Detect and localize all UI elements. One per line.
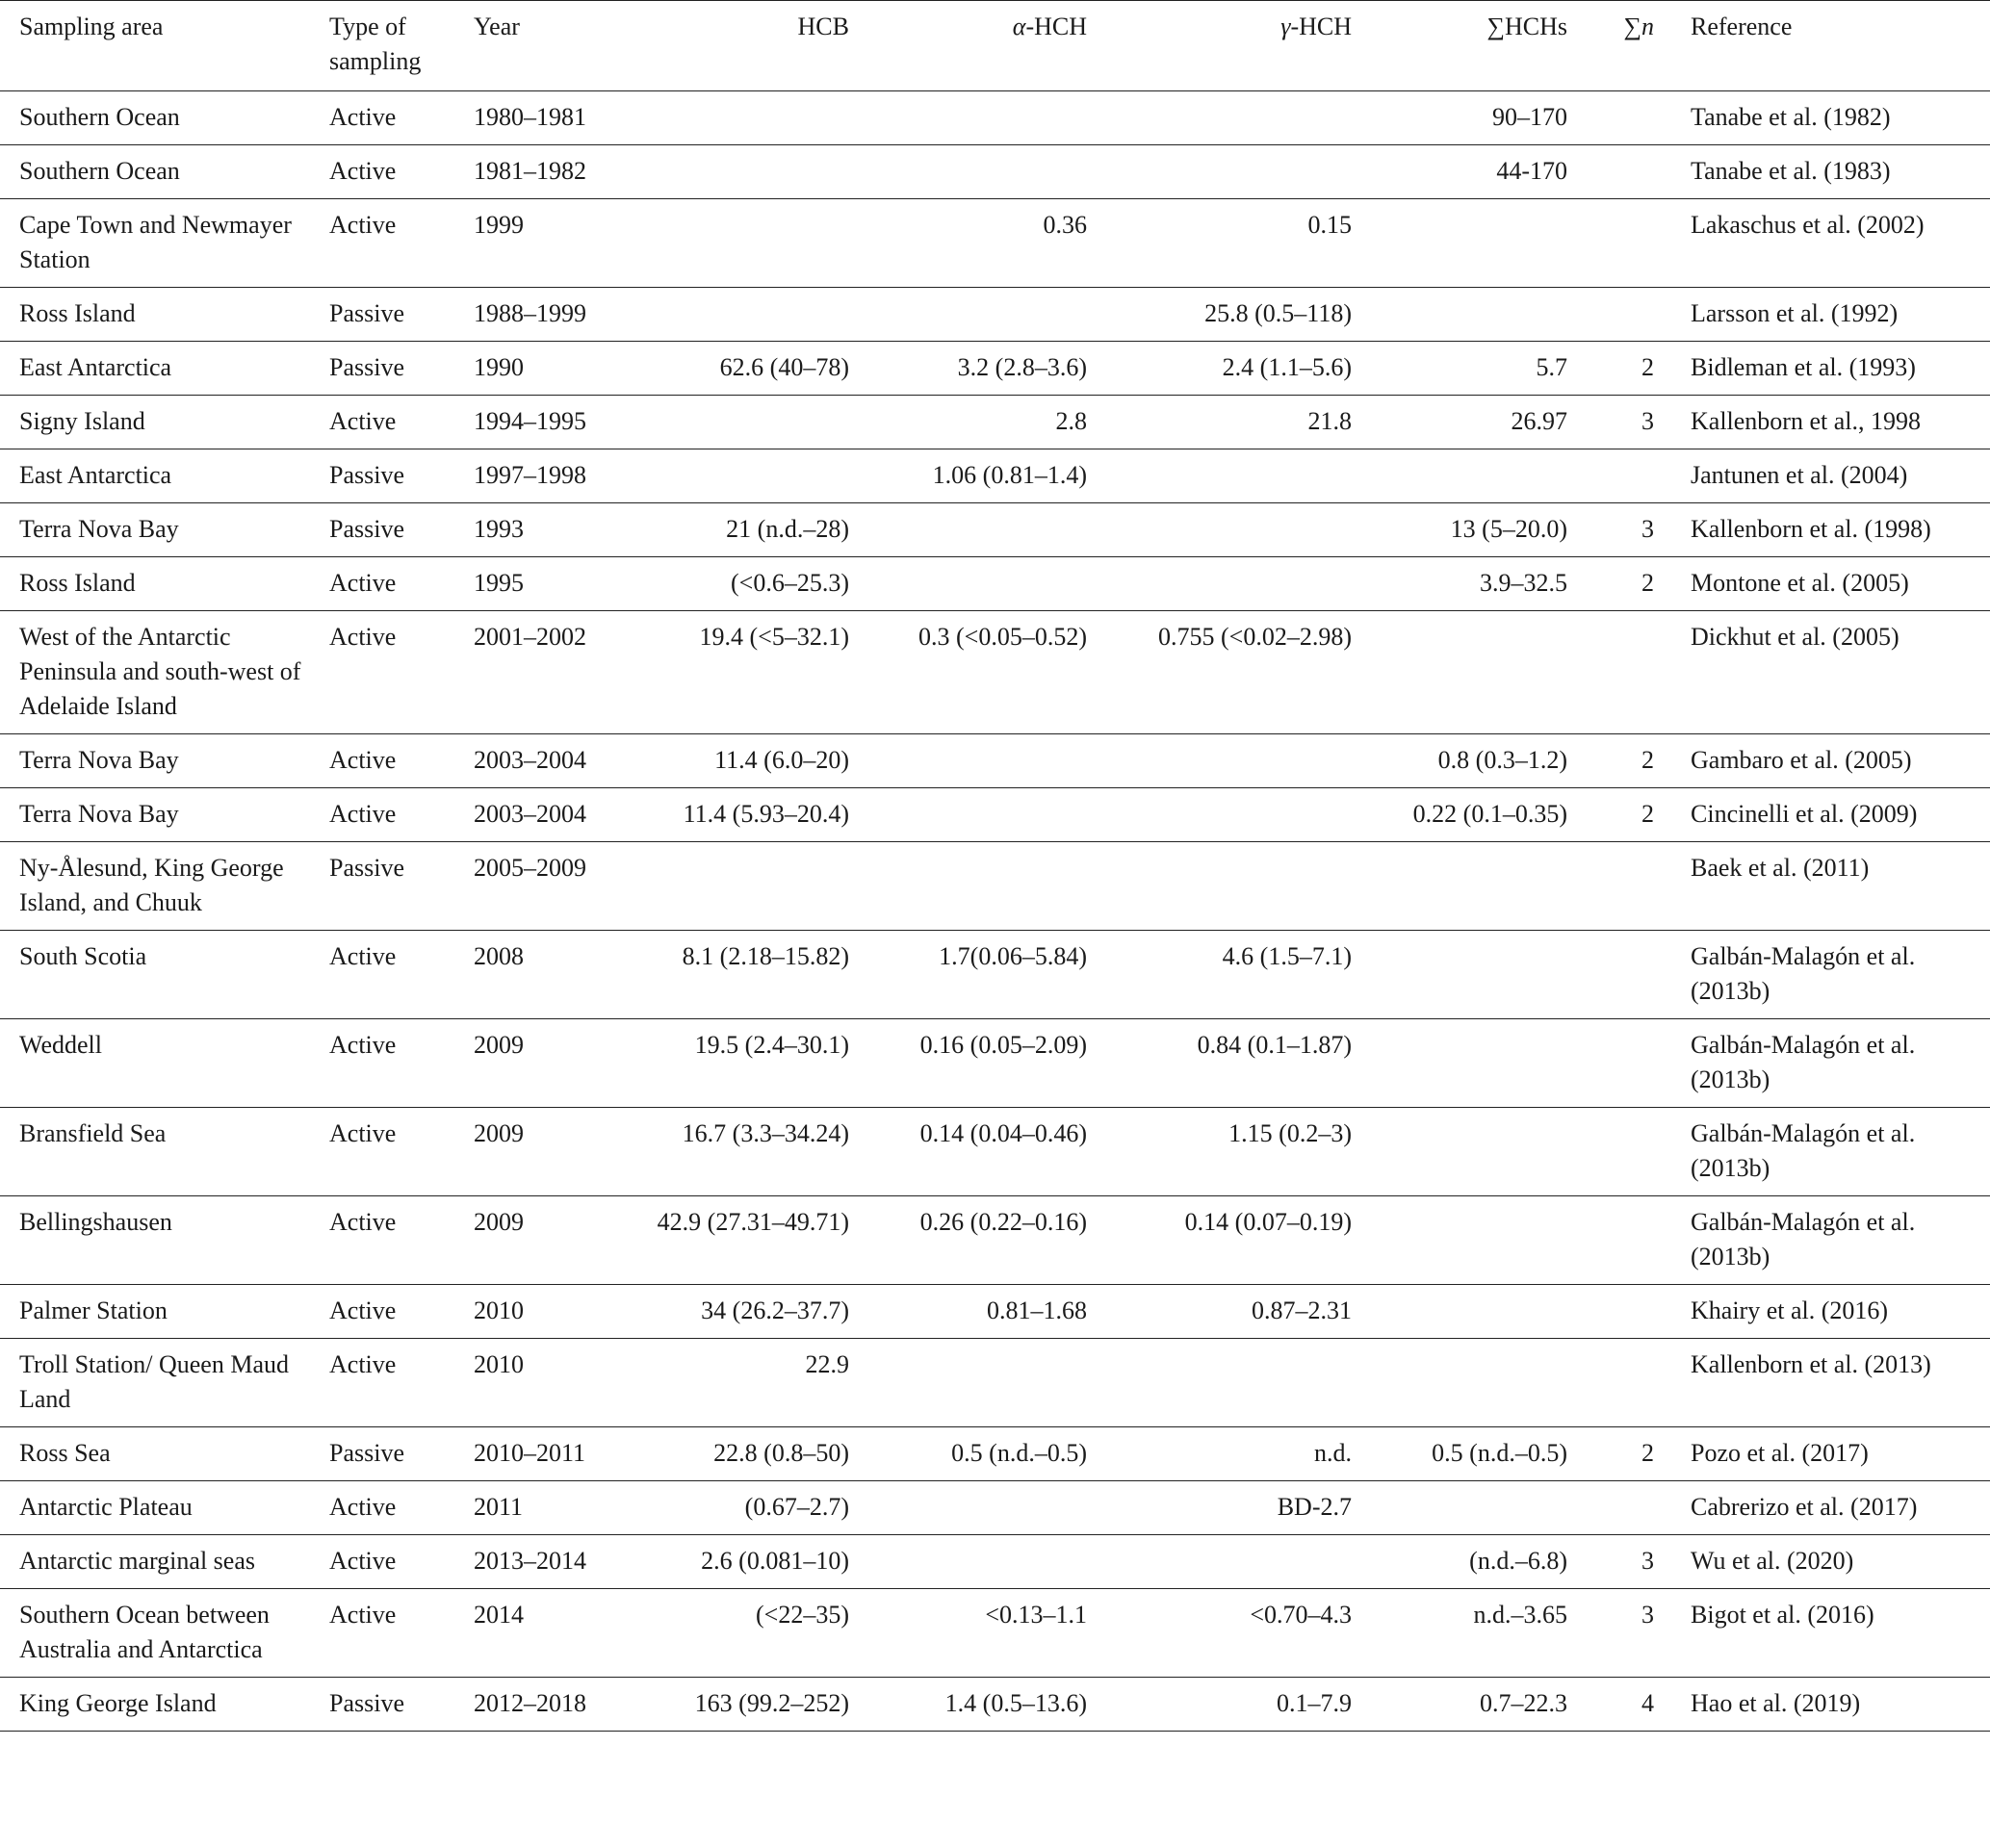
cell-hcb <box>599 288 859 342</box>
table-row <box>0 91 1990 145</box>
table-row <box>0 557 1990 611</box>
cell-gamma-hch: 21.8 <box>1097 396 1361 449</box>
cell-sum-n: 3 <box>1577 1589 1671 1678</box>
cell-alpha-hch <box>859 1535 1097 1589</box>
table-row <box>0 1019 1990 1108</box>
cell-sampling-area: Terra Nova Bay <box>0 503 320 557</box>
cell-sum-n: 2 <box>1577 342 1671 396</box>
cell-type-of-sampling: Active <box>320 734 464 788</box>
cell-sampling-area: West of the Antarctic Peninsula and south-west of Adelaide Island <box>0 611 320 734</box>
cell-reference: Hao et al. (2019) <box>1671 1678 1990 1732</box>
cell-reference: Tanabe et al. (1982) <box>1671 91 1990 145</box>
cell-alpha-hch: 0.5 (n.d.–0.5) <box>859 1427 1097 1481</box>
cell-type-of-sampling: Active <box>320 199 464 288</box>
cell-type-of-sampling: Active <box>320 931 464 1019</box>
cell-gamma-hch: BD-2.7 <box>1097 1481 1361 1535</box>
cell-hcb: 16.7 (3.3–34.24) <box>599 1108 859 1196</box>
cell-sampling-area: Palmer Station <box>0 1285 320 1339</box>
cell-sum-n <box>1577 1108 1671 1196</box>
cell-type-of-sampling: Active <box>320 557 464 611</box>
cell-sampling-area: Southern Ocean <box>0 145 320 199</box>
cell-alpha-hch <box>859 1481 1097 1535</box>
cell-year: 1981–1982 <box>464 145 599 199</box>
cell-alpha-hch: 1.7(0.06–5.84) <box>859 931 1097 1019</box>
cell-year: 2010 <box>464 1285 599 1339</box>
cell-sampling-area: South Scotia <box>0 931 320 1019</box>
cell-reference: Wu et al. (2020) <box>1671 1535 1990 1589</box>
cell-gamma-hch: 0.87–2.31 <box>1097 1285 1361 1339</box>
table-row <box>0 1589 1990 1678</box>
cell-reference: Galbán-Malagón et al. (2013b) <box>1671 1108 1990 1196</box>
cell-alpha-hch: 1.06 (0.81–1.4) <box>859 449 1097 503</box>
cell-hcb: (0.67–2.7) <box>599 1481 859 1535</box>
cell-year: 2003–2004 <box>464 734 599 788</box>
cell-year: 2013–2014 <box>464 1535 599 1589</box>
cell-gamma-hch: 1.15 (0.2–3) <box>1097 1108 1361 1196</box>
cell-gamma-hch: 0.84 (0.1–1.87) <box>1097 1019 1361 1108</box>
cell-alpha-hch: <0.13–1.1 <box>859 1589 1097 1678</box>
cell-hcb: 19.4 (<5–32.1) <box>599 611 859 734</box>
cell-sum-n <box>1577 145 1671 199</box>
cell-sum-hchs <box>1361 1108 1577 1196</box>
cell-gamma-hch: 25.8 (0.5–118) <box>1097 288 1361 342</box>
header-alpha-hch <box>859 1 1097 91</box>
cell-hcb: 42.9 (27.31–49.71) <box>599 1196 859 1285</box>
cell-sum-hchs: 5.7 <box>1361 342 1577 396</box>
cell-sampling-area: King George Island <box>0 1678 320 1732</box>
cell-gamma-hch: 0.14 (0.07–0.19) <box>1097 1196 1361 1285</box>
cell-sum-hchs: 26.97 <box>1361 396 1577 449</box>
table-row <box>0 1535 1990 1589</box>
header-sum-n <box>1577 1 1671 91</box>
cell-sum-hchs <box>1361 842 1577 931</box>
cell-sampling-area: East Antarctica <box>0 449 320 503</box>
cell-reference: Kallenborn et al. (2013) <box>1671 1339 1990 1427</box>
cell-type-of-sampling: Active <box>320 1339 464 1427</box>
cell-reference: Khairy et al. (2016) <box>1671 1285 1990 1339</box>
cell-hcb: 8.1 (2.18–15.82) <box>599 931 859 1019</box>
cell-reference: Lakaschus et al. (2002) <box>1671 199 1990 288</box>
cell-hcb <box>599 145 859 199</box>
sum-n-symbol: ∑ <box>1623 13 1641 40</box>
cell-sum-n <box>1577 1285 1671 1339</box>
cell-reference: Tanabe et al. (1983) <box>1671 145 1990 199</box>
cell-sampling-area: Bransfield Sea <box>0 1108 320 1196</box>
cell-type-of-sampling: Active <box>320 1481 464 1535</box>
cell-sum-n: 2 <box>1577 1427 1671 1481</box>
table-row <box>0 1339 1990 1427</box>
cell-sum-n: 3 <box>1577 396 1671 449</box>
cell-reference: Kallenborn et al., 1998 <box>1671 396 1990 449</box>
cell-gamma-hch: 0.755 (<0.02–2.98) <box>1097 611 1361 734</box>
cell-reference: Galbán-Malagón et al. (2013b) <box>1671 1019 1990 1108</box>
cell-sampling-area: Signy Island <box>0 396 320 449</box>
cell-sum-hchs <box>1361 199 1577 288</box>
cell-sum-hchs <box>1361 288 1577 342</box>
table-row <box>0 931 1990 1019</box>
cell-hcb: 163 (99.2–252) <box>599 1678 859 1732</box>
cell-year: 2009 <box>464 1196 599 1285</box>
table-row <box>0 199 1990 288</box>
cell-reference: Pozo et al. (2017) <box>1671 1427 1990 1481</box>
cell-reference: Kallenborn et al. (1998) <box>1671 503 1990 557</box>
cell-alpha-hch: 0.81–1.68 <box>859 1285 1097 1339</box>
cell-alpha-hch: 3.2 (2.8–3.6) <box>859 342 1097 396</box>
gamma-label: -HCH <box>1290 13 1352 40</box>
table-row <box>0 1285 1990 1339</box>
table-row <box>0 449 1990 503</box>
cell-sum-n: 3 <box>1577 1535 1671 1589</box>
cell-gamma-hch: n.d. <box>1097 1427 1361 1481</box>
cell-gamma-hch <box>1097 557 1361 611</box>
cell-sum-hchs: 0.5 (n.d.–0.5) <box>1361 1427 1577 1481</box>
cell-sum-n: 4 <box>1577 1678 1671 1732</box>
cell-gamma-hch <box>1097 734 1361 788</box>
cell-year: 2010–2011 <box>464 1427 599 1481</box>
table-row <box>0 145 1990 199</box>
cell-sum-n: 3 <box>1577 503 1671 557</box>
cell-gamma-hch: <0.70–4.3 <box>1097 1589 1361 1678</box>
cell-sampling-area: Ross Island <box>0 288 320 342</box>
cell-reference: Cincinelli et al. (2009) <box>1671 788 1990 842</box>
cell-reference: Bidleman et al. (1993) <box>1671 342 1990 396</box>
cell-year: 1994–1995 <box>464 396 599 449</box>
cell-gamma-hch <box>1097 842 1361 931</box>
cell-sum-n: 2 <box>1577 788 1671 842</box>
cell-gamma-hch <box>1097 1339 1361 1427</box>
cell-reference: Galbán-Malagón et al. (2013b) <box>1671 1196 1990 1285</box>
cell-hcb: (<0.6–25.3) <box>599 557 859 611</box>
cell-sum-n <box>1577 288 1671 342</box>
cell-hcb <box>599 396 859 449</box>
cell-reference: Dickhut et al. (2005) <box>1671 611 1990 734</box>
cell-year: 2009 <box>464 1108 599 1196</box>
cell-year: 2010 <box>464 1339 599 1427</box>
cell-year: 1995 <box>464 557 599 611</box>
cell-alpha-hch <box>859 842 1097 931</box>
cell-alpha-hch <box>859 1339 1097 1427</box>
cell-hcb <box>599 91 859 145</box>
cell-sampling-area: Southern Ocean between Australia and Antarctica <box>0 1589 320 1678</box>
table-row <box>0 611 1990 734</box>
cell-alpha-hch: 0.26 (0.22–0.16) <box>859 1196 1097 1285</box>
table-row <box>0 288 1990 342</box>
cell-sampling-area: Troll Station/ Queen Maud Land <box>0 1339 320 1427</box>
cell-sum-n <box>1577 931 1671 1019</box>
cell-type-of-sampling: Active <box>320 1589 464 1678</box>
cell-year: 2008 <box>464 931 599 1019</box>
cell-sum-hchs: (n.d.–6.8) <box>1361 1535 1577 1589</box>
cell-alpha-hch <box>859 145 1097 199</box>
sum-n-label: n <box>1641 13 1654 40</box>
cell-hcb: 2.6 (0.081–10) <box>599 1535 859 1589</box>
cell-hcb: 62.6 (40–78) <box>599 342 859 396</box>
cell-type-of-sampling: Passive <box>320 449 464 503</box>
cell-type-of-sampling: Passive <box>320 1427 464 1481</box>
table-row <box>0 396 1990 449</box>
table-row <box>0 734 1990 788</box>
cell-gamma-hch: 2.4 (1.1–5.6) <box>1097 342 1361 396</box>
cell-gamma-hch <box>1097 449 1361 503</box>
cell-type-of-sampling: Active <box>320 1108 464 1196</box>
cell-year: 2005–2009 <box>464 842 599 931</box>
cell-type-of-sampling: Active <box>320 611 464 734</box>
cell-reference: Bigot et al. (2016) <box>1671 1589 1990 1678</box>
cell-reference: Galbán-Malagón et al. (2013b) <box>1671 931 1990 1019</box>
cell-year: 1997–1998 <box>464 449 599 503</box>
cell-hcb: 11.4 (5.93–20.4) <box>599 788 859 842</box>
cell-sum-hchs: 0.8 (0.3–1.2) <box>1361 734 1577 788</box>
cell-sum-n <box>1577 449 1671 503</box>
cell-alpha-hch: 0.3 (<0.05–0.52) <box>859 611 1097 734</box>
cell-sum-hchs <box>1361 1196 1577 1285</box>
table-row <box>0 788 1990 842</box>
cell-type-of-sampling: Passive <box>320 342 464 396</box>
cell-hcb <box>599 449 859 503</box>
cell-sum-hchs <box>1361 611 1577 734</box>
cell-reference: Gambaro et al. (2005) <box>1671 734 1990 788</box>
cell-year: 2009 <box>464 1019 599 1108</box>
header-sampling-area: Sampling area <box>0 1 320 91</box>
cell-sampling-area: Terra Nova Bay <box>0 734 320 788</box>
cell-hcb: 11.4 (6.0–20) <box>599 734 859 788</box>
cell-alpha-hch: 2.8 <box>859 396 1097 449</box>
cell-year: 1993 <box>464 503 599 557</box>
cell-alpha-hch <box>859 788 1097 842</box>
cell-year: 2011 <box>464 1481 599 1535</box>
cell-year: 2014 <box>464 1589 599 1678</box>
cell-alpha-hch <box>859 91 1097 145</box>
cell-sum-n: 2 <box>1577 557 1671 611</box>
cell-sum-hchs: 90–170 <box>1361 91 1577 145</box>
header-year: Year <box>464 1 599 91</box>
cell-hcb: 34 (26.2–37.7) <box>599 1285 859 1339</box>
cell-hcb <box>599 842 859 931</box>
cell-hcb: 21 (n.d.–28) <box>599 503 859 557</box>
cell-gamma-hch <box>1097 1535 1361 1589</box>
table-row <box>0 342 1990 396</box>
cell-sum-hchs: 13 (5–20.0) <box>1361 503 1577 557</box>
cell-gamma-hch: 4.6 (1.5–7.1) <box>1097 931 1361 1019</box>
table-row <box>0 503 1990 557</box>
cell-alpha-hch <box>859 734 1097 788</box>
cell-sum-hchs <box>1361 449 1577 503</box>
cell-sampling-area: Cape Town and Newmayer Station <box>0 199 320 288</box>
cell-type-of-sampling: Passive <box>320 503 464 557</box>
cell-hcb <box>599 199 859 288</box>
cell-gamma-hch: 0.1–7.9 <box>1097 1678 1361 1732</box>
cell-type-of-sampling: Active <box>320 788 464 842</box>
header-type-of-sampling: Type of sampling <box>320 1 464 91</box>
cell-alpha-hch: 0.36 <box>859 199 1097 288</box>
cell-sum-n <box>1577 91 1671 145</box>
cell-sum-hchs: n.d.–3.65 <box>1361 1589 1577 1678</box>
table-row <box>0 1427 1990 1481</box>
cell-reference: Cabrerizo et al. (2017) <box>1671 1481 1990 1535</box>
header-hcb: HCB <box>599 1 859 91</box>
table-row <box>0 1481 1990 1535</box>
header-row <box>0 1 1990 91</box>
cell-type-of-sampling: Active <box>320 91 464 145</box>
cell-gamma-hch: 0.15 <box>1097 199 1361 288</box>
cell-gamma-hch <box>1097 145 1361 199</box>
cell-sum-n <box>1577 1339 1671 1427</box>
cell-type-of-sampling: Active <box>320 1535 464 1589</box>
cell-alpha-hch: 0.16 (0.05–2.09) <box>859 1019 1097 1108</box>
table-row <box>0 842 1990 931</box>
cell-year: 1980–1981 <box>464 91 599 145</box>
cell-hcb: 22.8 (0.8–50) <box>599 1427 859 1481</box>
cell-type-of-sampling: Active <box>320 1196 464 1285</box>
cell-sum-hchs <box>1361 1285 1577 1339</box>
cell-sum-hchs: 0.22 (0.1–0.35) <box>1361 788 1577 842</box>
sum-symbol: ∑ <box>1486 13 1505 40</box>
cell-reference: Montone et al. (2005) <box>1671 557 1990 611</box>
cell-type-of-sampling: Passive <box>320 1678 464 1732</box>
cell-gamma-hch <box>1097 91 1361 145</box>
cell-gamma-hch <box>1097 503 1361 557</box>
cell-sampling-area: Antarctic marginal seas <box>0 1535 320 1589</box>
header-reference: Reference <box>1671 1 1990 91</box>
alpha-label: -HCH <box>1025 13 1087 40</box>
cell-sum-hchs <box>1361 1481 1577 1535</box>
cell-year: 1988–1999 <box>464 288 599 342</box>
alpha-symbol: α <box>1012 13 1026 40</box>
cell-sum-hchs: 44-170 <box>1361 145 1577 199</box>
table-row <box>0 1108 1990 1196</box>
cell-type-of-sampling: Active <box>320 1285 464 1339</box>
cell-gamma-hch <box>1097 788 1361 842</box>
cell-sum-n: 2 <box>1577 734 1671 788</box>
cell-type-of-sampling: Active <box>320 1019 464 1108</box>
cell-alpha-hch <box>859 503 1097 557</box>
cell-sum-hchs: 3.9–32.5 <box>1361 557 1577 611</box>
cell-sampling-area: Ny-Ålesund, King George Island, and Chuuk <box>0 842 320 931</box>
cell-alpha-hch <box>859 288 1097 342</box>
cell-sum-n <box>1577 199 1671 288</box>
cell-sampling-area: Southern Ocean <box>0 91 320 145</box>
cell-sum-hchs: 0.7–22.3 <box>1361 1678 1577 1732</box>
cell-reference: Larsson et al. (1992) <box>1671 288 1990 342</box>
cell-year: 2003–2004 <box>464 788 599 842</box>
cell-hcb: 19.5 (2.4–30.1) <box>599 1019 859 1108</box>
cell-alpha-hch <box>859 557 1097 611</box>
cell-year: 1999 <box>464 199 599 288</box>
cell-hcb: (<22–35) <box>599 1589 859 1678</box>
cell-year: 2012–2018 <box>464 1678 599 1732</box>
cell-reference: Jantunen et al. (2004) <box>1671 449 1990 503</box>
cell-sum-n <box>1577 1481 1671 1535</box>
cell-sum-n <box>1577 611 1671 734</box>
cell-hcb: 22.9 <box>599 1339 859 1427</box>
sum-label: HCHs <box>1504 13 1567 40</box>
cell-sampling-area: Ross Sea <box>0 1427 320 1481</box>
table-row <box>0 1678 1990 1732</box>
cell-reference: Baek et al. (2011) <box>1671 842 1990 931</box>
cell-year: 2001–2002 <box>464 611 599 734</box>
cell-sum-hchs <box>1361 931 1577 1019</box>
cell-type-of-sampling: Active <box>320 145 464 199</box>
table-row <box>0 1196 1990 1285</box>
cell-type-of-sampling: Passive <box>320 842 464 931</box>
cell-sum-n <box>1577 842 1671 931</box>
cell-sum-n <box>1577 1019 1671 1108</box>
cell-alpha-hch: 1.4 (0.5–13.6) <box>859 1678 1097 1732</box>
cell-sampling-area: East Antarctica <box>0 342 320 396</box>
cell-sampling-area: Bellingshausen <box>0 1196 320 1285</box>
cell-alpha-hch: 0.14 (0.04–0.46) <box>859 1108 1097 1196</box>
header-sum-hchs <box>1361 1 1577 91</box>
gamma-symbol: γ <box>1280 13 1291 40</box>
cell-sampling-area: Antarctic Plateau <box>0 1481 320 1535</box>
cell-sampling-area: Weddell <box>0 1019 320 1108</box>
header-gamma-hch <box>1097 1 1361 91</box>
cell-sampling-area: Ross Island <box>0 557 320 611</box>
cell-sum-n <box>1577 1196 1671 1285</box>
cell-sum-hchs <box>1361 1339 1577 1427</box>
cell-type-of-sampling: Active <box>320 396 464 449</box>
cell-type-of-sampling: Passive <box>320 288 464 342</box>
cell-year: 1990 <box>464 342 599 396</box>
cell-sampling-area: Terra Nova Bay <box>0 788 320 842</box>
cell-sum-hchs <box>1361 1019 1577 1108</box>
